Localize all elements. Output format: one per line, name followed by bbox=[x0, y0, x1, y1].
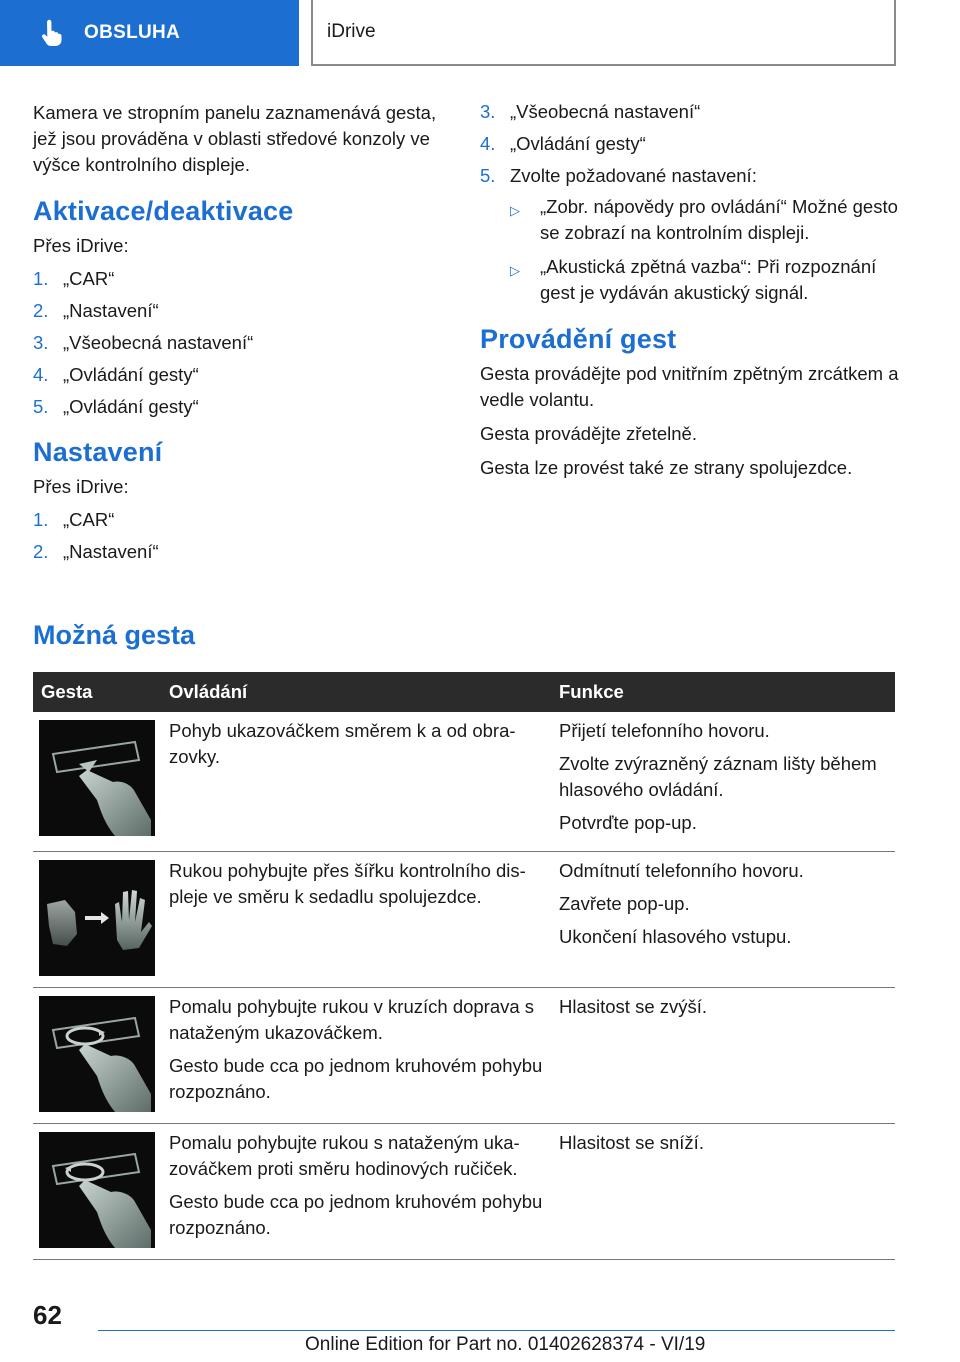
sub-option bbox=[510, 254, 900, 306]
perform-paragraph: Gesta provádějte pod vnitřním zpětným zrcátkem a vedle volantu. bbox=[480, 363, 899, 410]
sub-option-text: „Zobr. nápovědy pro ovládání“ Možné gesto se zobrazí na kontrolním displeji. bbox=[540, 196, 898, 243]
control-text: Gesto bude cca po jednom kruhovém pohybu rozpoznáno. bbox=[169, 1191, 543, 1238]
edition-text: Online Edition for Part no. 01402628374 - VI/19 bbox=[305, 1334, 706, 1355]
gesture-cell bbox=[33, 852, 161, 988]
step-item bbox=[480, 132, 900, 156]
step-number: 1. bbox=[33, 509, 49, 530]
step-number: 3. bbox=[33, 332, 49, 353]
gestures-table bbox=[33, 672, 895, 1260]
control-cell bbox=[161, 852, 551, 988]
table-header-row bbox=[33, 672, 895, 712]
section-title-box bbox=[311, 0, 896, 66]
function-cell bbox=[551, 988, 895, 1124]
hand-touch-icon bbox=[38, 19, 64, 47]
control-cell bbox=[161, 988, 551, 1124]
function-text: Přijetí telefonního hovoru. bbox=[559, 720, 770, 741]
step-number: 5. bbox=[480, 165, 496, 186]
step-text: „Všeobecná nastavení“ bbox=[63, 332, 254, 353]
perform-paragraph: Gesta provádějte zřetelně. bbox=[480, 423, 697, 444]
step-number: 2. bbox=[33, 300, 49, 321]
activation-heading: Aktivace/deaktivace bbox=[33, 196, 294, 226]
activation-via: Přes iDrive: bbox=[33, 235, 129, 256]
point-toward-screen-gesture-icon bbox=[39, 720, 155, 836]
step-text: „Ovládání gesty“ bbox=[63, 396, 199, 417]
function-cell bbox=[551, 1124, 895, 1260]
step-item bbox=[33, 508, 453, 532]
function-text: Hlasitost se zvýší. bbox=[559, 996, 708, 1017]
step-number: 5. bbox=[33, 396, 49, 417]
function-text: Odmítnutí telefonního hovoru. bbox=[559, 860, 804, 881]
settings-steps bbox=[33, 508, 453, 564]
column-header: Funkce bbox=[551, 672, 895, 712]
step-text: „CAR“ bbox=[63, 268, 115, 289]
table-row bbox=[33, 988, 895, 1124]
gesture-cell bbox=[33, 1124, 161, 1260]
step-number: 1. bbox=[33, 268, 49, 289]
step-item bbox=[33, 395, 453, 419]
table-row bbox=[33, 712, 895, 852]
function-text: Hlasitost se sníží. bbox=[559, 1132, 704, 1153]
step-text: „Ovládání gesty“ bbox=[63, 364, 199, 385]
column-header: Ovládání bbox=[161, 672, 551, 712]
table-row bbox=[33, 1124, 895, 1260]
intro-paragraph: Kamera ve stropním panelu zaznamenává gesta, jež jsou prováděna v oblasti středové konzoly ve výšce kontrolního displeje. bbox=[33, 102, 437, 175]
function-text: Ukončení hlasového vstupu. bbox=[559, 926, 792, 947]
step-text: „CAR“ bbox=[63, 509, 115, 530]
settings-steps-continued bbox=[480, 100, 900, 306]
step-text: „Ovládání gesty“ bbox=[510, 133, 646, 154]
control-text: Pomalu pohybujte rukou v kruzích doprava s nataženým ukazováčkem. bbox=[169, 996, 535, 1043]
step-item bbox=[33, 363, 453, 387]
function-text: Zvolte zvýrazněný záznam lišty během hlasového ovládání. bbox=[559, 753, 877, 800]
step-text: „Všeobecná nastavení“ bbox=[510, 101, 701, 122]
control-cell bbox=[161, 712, 551, 852]
sub-option bbox=[510, 194, 900, 246]
settings-heading: Nastavení bbox=[33, 437, 163, 467]
triangle-bullet-icon: ▷ bbox=[510, 263, 520, 278]
page-number: 62 bbox=[33, 1300, 62, 1330]
step-item bbox=[480, 100, 900, 124]
step-number: 4. bbox=[33, 364, 49, 385]
perform-paragraph: Gesta lze provést také ze strany spolujezdce. bbox=[480, 457, 853, 478]
perform-heading: Provádění gest bbox=[480, 324, 677, 354]
step-number: 4. bbox=[480, 133, 496, 154]
section-tab bbox=[0, 0, 299, 66]
function-text: Zavřete pop-up. bbox=[559, 893, 690, 914]
table-row bbox=[33, 852, 895, 988]
control-text: Rukou pohybujte přes šířku kontrolního displeje ve směru k sedadlu spolujezdce. bbox=[169, 860, 526, 907]
control-text: Pohyb ukazováčkem směrem k a od obrazovky. bbox=[169, 720, 516, 767]
sub-option-text: „Akustická zpětná vazba“: Při rozpoznání gest je vydáván akustický signál. bbox=[540, 256, 877, 303]
left-column bbox=[33, 100, 453, 572]
circle-counterclockwise-gesture-icon bbox=[39, 1132, 155, 1248]
footer-divider bbox=[98, 1330, 895, 1331]
step-item bbox=[33, 267, 453, 291]
gestures-heading: Možná gesta bbox=[33, 620, 196, 650]
step-item bbox=[33, 331, 453, 355]
activation-steps bbox=[33, 267, 453, 419]
sub-options bbox=[510, 194, 900, 306]
step-number: 3. bbox=[480, 101, 496, 122]
column-header: Gesta bbox=[33, 672, 161, 712]
function-cell bbox=[551, 852, 895, 988]
triangle-bullet-icon: ▷ bbox=[510, 203, 520, 218]
step-text: „Nastavení“ bbox=[63, 541, 159, 562]
settings-via: Přes iDrive: bbox=[33, 476, 129, 497]
step-text: „Nastavení“ bbox=[63, 300, 159, 321]
circle-clockwise-gesture-icon bbox=[39, 996, 155, 1112]
step-item bbox=[480, 164, 900, 306]
gesture-cell bbox=[33, 988, 161, 1124]
step-number: 2. bbox=[33, 541, 49, 562]
section-tab-label: OBSLUHA bbox=[84, 22, 181, 43]
step-text: Zvolte požadované nastavení: bbox=[510, 165, 757, 186]
step-item bbox=[33, 540, 453, 564]
control-text: Gesto bude cca po jednom kruhovém pohybu rozpoznáno. bbox=[169, 1055, 543, 1102]
gesture-cell bbox=[33, 712, 161, 852]
section-title: iDrive bbox=[327, 21, 376, 42]
control-text: Pomalu pohybujte rukou s nataženým ukazováčkem proti směru hodinových ručiček. bbox=[169, 1132, 520, 1179]
control-cell bbox=[161, 1124, 551, 1260]
function-text: Potvrďte pop-up. bbox=[559, 812, 697, 833]
function-cell bbox=[551, 712, 895, 852]
step-item bbox=[33, 299, 453, 323]
right-column bbox=[480, 100, 900, 489]
swipe-hand-gesture-icon bbox=[39, 860, 155, 976]
